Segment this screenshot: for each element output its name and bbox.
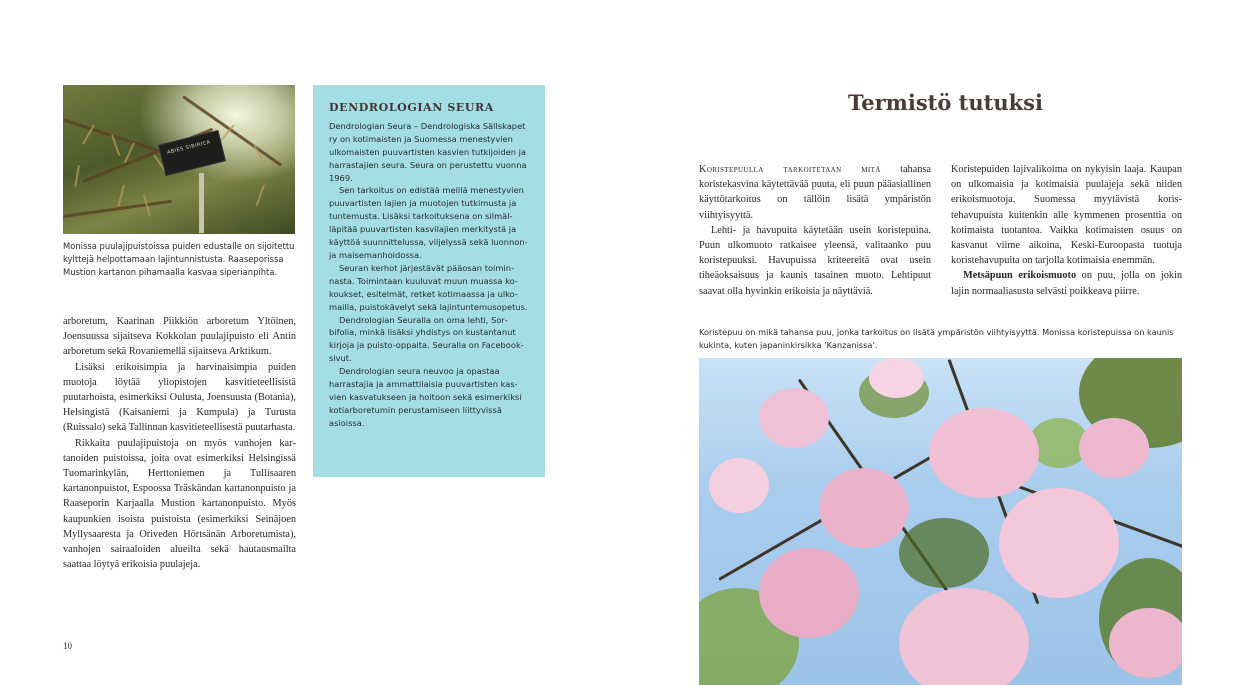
- dendrology-society-sidebar: [313, 85, 545, 477]
- body-paragraph: Lehti- ja havupuita käytetään usein koristepuina. Puun ulkomuoto ratkaisee yleensä, valitaanko puu koristepuuksi. Havupuissa kriteereitä ovat usein tiheäoksaisuus ja kaunis tasainen muoto. Lehtipuut saavat olla hyvinkin erikoisia ja näyttäviä.: [699, 224, 931, 297]
- lead-rest: tahansa koristekasvina käytettävää puuta, eli puun pääasiallinen käyttötarkoitus on tällöin lisätä ympäristön viihtyisyyttä.: [699, 164, 931, 221]
- left-body-text: [63, 314, 296, 572]
- sidebar-title: DENDROLOGIAN SEURA: [329, 101, 494, 114]
- sidebar-paragraph: Dendrologian Seura – Dendrologiska Sällskapet ry on kotimaisten ja Suomessa menestyvien ulkomaisten puuvartisten kasvien tutkijoiden ja harrastajien seura. Seura on perustettu vuonna 1969.: [329, 120, 527, 183]
- fir-photo-caption: Monissa puulajipuistoissa puiden edustalle on sijoitettu kylttejä helpottamaan lajintunnistusta. Raaseporissa Mustion kartanon pihamaalla kasvaa siperianpihta.: [63, 241, 295, 277]
- body-paragraph: arboretum, Kaarinan Piikkiön arboretum Yltöinen, Joensuussa sijaitseva Kokkolan puulajipuisto eli Antin arboretum sekä Rovaniemellä sijaitseva Arktikum.: [63, 316, 296, 358]
- page-number: 10: [63, 641, 72, 651]
- term-definition: on puu, jolla on jokin lajin normaaliasusta selvästi poikkeava piirre.: [951, 270, 1182, 297]
- sidebar-paragraph: Seuran kerhot järjestävät pääosan toiminnasta. Toimintaan kuuluvat muun muassa kokoukset, esitelmät, retket kotimaassa ja ulkomailla, puistokävelyt sekä lajintuntemusopetus.: [329, 262, 528, 312]
- body-paragraph: Koristepuiden lajivalikoima on nykyisin laaja. Kaupan on ulkomaisia ja kotimaisia puulajeja sekä niiden erikoismuotoja. Suomessa myytävistä koristehavupuista kuitenkin alle kymmenen prosenttia on kotimaista tuotantoa. Vaikka kotimaisten osuus on kasvanut viime aikoina, Keski-Euroopasta tuotuja koristehavupuita on tarjolla kotimaisia enemmän.: [951, 164, 1182, 267]
- sidebar-paragraph: Sen tarkoitus on edistää meillä menestyvien puuvartisten lajien ja muotojen tutkimusta ja tuntemusta. Lisäksi tarkoituksena on silmälläpitää puuvartisten kasvilajien merkitystä ja käyttöä suunnittelussa, viljelyssä sekä luonnon- ja maisemanhoidossa.: [329, 185, 528, 260]
- page-heading: Termistö tutuksi: [848, 90, 1043, 115]
- lead-smallcaps: Koristepuulla tarkoitetaan mitä: [699, 164, 881, 175]
- term-bold: Metsäpuun erikoismuoto: [963, 270, 1077, 282]
- plant-label-text: ABIES SIBIRICA: [166, 139, 212, 156]
- body-paragraph: Lisäksi erikoisimpia ja harvinaisimpia puiden muotoja löytää yliopistojen kasvitieteellisistä puutarhoista, esimerkiksi Oulusta, Joensuusta (Botania), Helsingistä (Kaisaniemi ja Kumpula) ja Turusta (Ruissalo) sekä Tallinnan kasvitieteellisestä puutarhasta.: [63, 361, 296, 434]
- cherry-photo-caption: Koristepuu on mikä tahansa puu, jonka tarkoitus on lisätä ympäristön viihtyisyyttä. Monissa koristepuissa on kaunis kukinta, kuten japaninkirsikka ’Kanzanissa’.: [699, 327, 1174, 350]
- cherry-blossom-photo: [699, 358, 1182, 685]
- plant-label-sign: [158, 130, 226, 176]
- body-paragraph: [699, 162, 931, 223]
- siberian-fir-photo: [63, 85, 295, 234]
- body-paragraph: [951, 268, 1182, 298]
- right-column-2: [951, 162, 1182, 299]
- sidebar-paragraph: Dendrologian seura neuvoo ja opastaa harrastajia ja ammattilaisia puuvartisten kasvien kasvatukseen ja hoitoon sekä esimerkiksi kotiarboretumin perustamiseen liittyvissä asioissa.: [329, 366, 522, 428]
- body-paragraph: Rikkaita puulajipuistoja on myös vanhojen kartanoiden puistoissa, joita ovat esimerkiksi Helsingissä Tuomarinkylän, Herttoniemen ja Tullisaaren kartanonpuistot, Espoossa Träskändan kartanonpuisto ja Raaseporin Karjaalla Mustion kartanonpuisto. Myös kaupunkien isoista puistoista (esimerkiksi Seinäjoen Myllysaaresta ja Oriveden Hörtsänän Arboretumista), vanhojen sairaaloiden alueilta sekä hautausmailta saattaa löytyä erikoisia puulajeja.: [63, 437, 296, 571]
- sidebar-paragraph: Dendrologian Seuralla on oma lehti, Sorbifolia, minkä lisäksi yhdistys on kustantanut kirjoja ja puisto-oppaita. Seuralla on Facebook-sivut.: [329, 314, 524, 364]
- right-column-1: [699, 162, 931, 299]
- sign-stake: [199, 173, 204, 233]
